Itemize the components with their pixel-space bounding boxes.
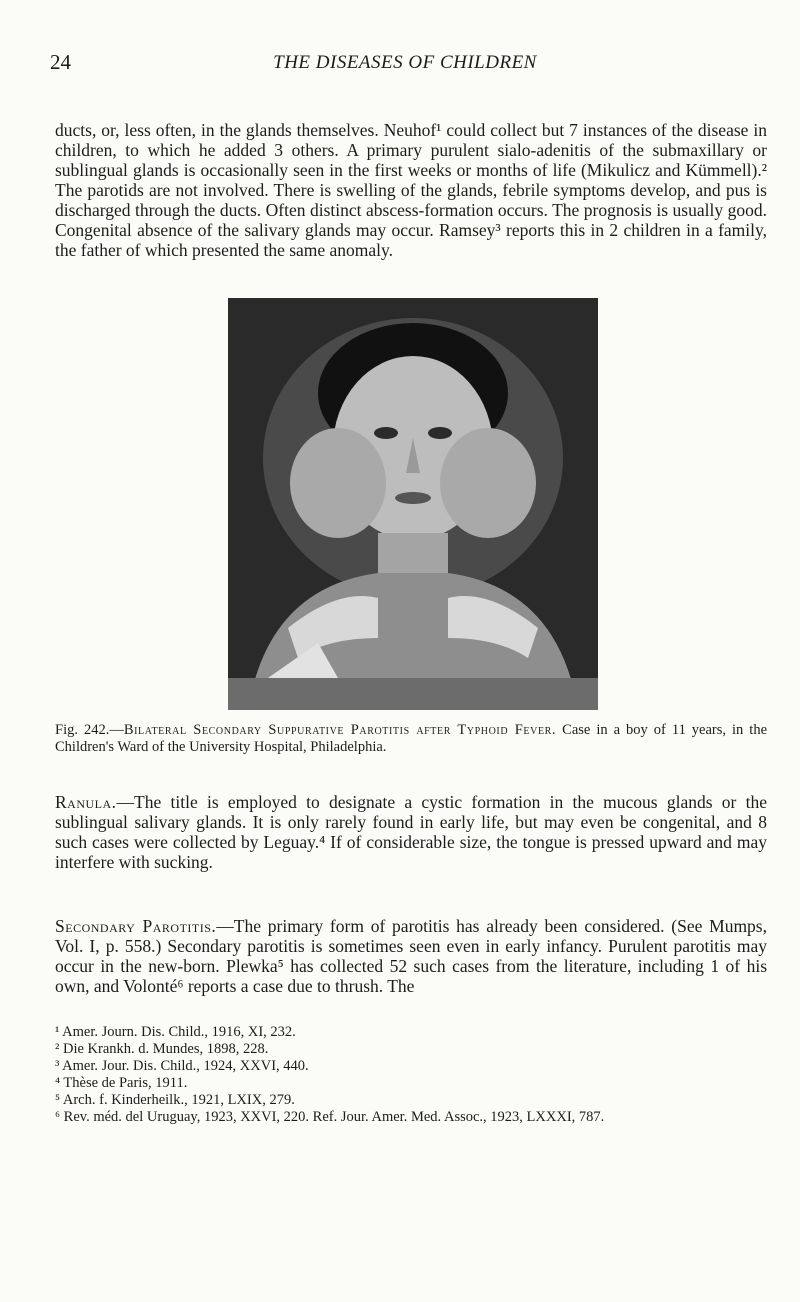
- running-title: THE DISEASES OF CHILDREN: [273, 52, 537, 73]
- page-number: 24: [50, 50, 71, 74]
- photograph-illustration: [228, 298, 598, 710]
- figure-caption: [55, 722, 767, 756]
- figure-label: Fig. 242.—: [55, 722, 124, 738]
- paragraph-salivary-glands: ducts, or, less often, in the glands themselves. Neuhof¹ could collect but 7 instances of the disease in children, to which he added 3 others. A primary purulent sialo-adenitis of the submaxillary or sublingual glands is occasionally seen in the first weeks or months of life (Mikulicz and Kümmell).² The parotids are not involved. There is swelling of the glands, febrile symptoms develop, and pus is discharged through the ducts. Often distinct abscess-formation occurs. The prognosis is usually good. Congenital absence of the salivary glands may occur. Ramsey³ reports this in 2 children in a family, the father of which presented the same anomaly.: [55, 119, 767, 260]
- figure-title: Bilateral Secondary Suppurative Parotitis after Typhoid Fever.: [123, 722, 557, 738]
- footnotes: [55, 1024, 767, 1126]
- secondary-parotitis-text: —The primary form of parotitis has already been considered. (See Mumps, Vol. I, p. 558.) Secondary parotitis is sometimes seen even in early infancy. Purulent parotitis may occur in the new-born. Plewka⁵ has collected 52 such cases from the literature, including 1 of his own, and Volonté⁶ reports a case due to thrush. The: [55, 915, 767, 996]
- ranula-text: —The title is employed to designate a cystic formation in the mucous glands or the sublingual salivary glands. It is only rarely found in early life, but may even be congenital, and 8 such cases were collected by Leguay.⁴ If of considerable size, the tongue is pressed upward and may interfere with sucking.: [55, 791, 767, 872]
- footnote: ⁵ Arch. f. Kinderheilk., 1921, LXIX, 279.: [55, 1092, 295, 1108]
- paragraph-ranula: [55, 792, 767, 872]
- ranula-heading: Ranula.: [55, 791, 117, 812]
- figure-description: Case in a boy of 11 years, in the Children's Ward of the University Hospital, Philadelphia.: [55, 722, 768, 755]
- patient-photograph: [228, 298, 598, 710]
- footnote: ³ Amer. Jour. Dis. Child., 1924, XXVI, 440.: [55, 1058, 309, 1074]
- page-header: [50, 50, 760, 80]
- footnote: ⁴ Thèse de Paris, 1911.: [55, 1075, 188, 1091]
- footnote: ⁶ Rev. méd. del Uruguay, 1923, XXVI, 220. Ref. Jour. Amer. Med. Assoc., 1923, LXXXI, 787.: [55, 1109, 605, 1125]
- footnote: ¹ Amer. Journ. Dis. Child., 1916, XI, 232.: [55, 1024, 296, 1040]
- secondary-parotitis-heading: Secondary Parotitis.: [55, 915, 217, 936]
- paragraph-secondary-parotitis: [55, 916, 767, 996]
- footnote: ² Die Krankh. d. Mundes, 1898, 228.: [55, 1041, 269, 1057]
